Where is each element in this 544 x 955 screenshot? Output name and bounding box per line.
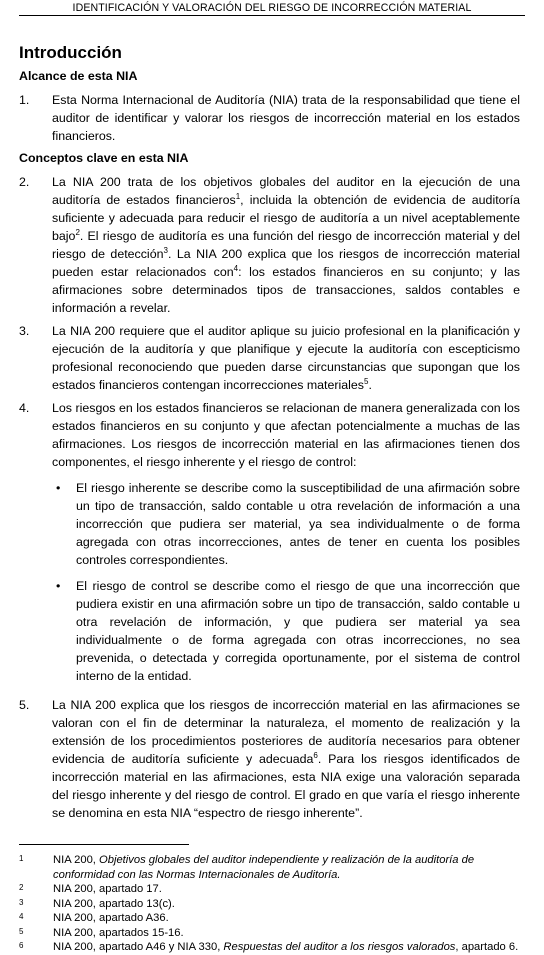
footnote-text — [53, 897, 520, 912]
footnote — [19, 926, 520, 941]
footnote-number: 3 — [19, 897, 24, 907]
section-title: Introducción — [19, 43, 122, 62]
footnote-ref[interactable]: 2 — [75, 227, 80, 237]
text-run: . Para los riesgos identificados de incorrección material en las afirmaciones, esta NIA exige una valoración separada del riesgo inherente y del riesgo de control. El grado en que varía el riesgo inherente se denomina en esta NIA “espectro de riesgo inherente”. — [52, 752, 520, 820]
subheading-key-concepts: Conceptos clave en esta NIA — [19, 151, 189, 165]
text-run: , apartado 6. — [455, 941, 519, 953]
footnote-text — [53, 911, 520, 926]
footnote-number: 5 — [19, 926, 24, 936]
footnote-number: 6 — [19, 941, 24, 950]
paragraph-3 — [19, 322, 520, 394]
text-run: La NIA 200 explica que los riesgos de incorrección material en las afirmaciones se valoran con el fin de determinar la naturaleza, el momento de realización y la extensión de los procedimientos posteriores de auditoría necesarios para obtener evidencia de auditoría suficiente y adecuada — [52, 698, 520, 766]
bullet-mark: • — [56, 579, 61, 593]
bullet-item — [52, 479, 520, 569]
bullet-item — [52, 577, 520, 685]
text-run: La NIA 200 trata de los objetivos globales del auditor en la ejecución de una auditoría de estados financieros — [52, 175, 520, 207]
text-run: . El riesgo de auditoría es una función del riesgo de incorrección material y del riesgo de detección — [52, 229, 520, 261]
text-run: NIA 200, apartado A36. — [53, 912, 169, 924]
text-run: NIA 200, apartado 17. — [53, 883, 162, 895]
paragraph-number: 5. — [19, 698, 30, 712]
bullet-text: El riesgo de control se describe como el riesgo de que una incorrección que pudiera existir en una afirmación sobre un tipo de transacción, saldo contable u otra revelación de información, y que pudiera ser material ya sea individualmente o de forma agregada con otras incorrecciones, no sea prevenida, o detectada y corregida oportunamente, por el sistema de control interno de la entidad. — [76, 579, 520, 683]
footnote-number: 1 — [19, 854, 24, 863]
paragraph-text — [52, 696, 520, 822]
footnote — [19, 897, 520, 912]
paragraph-5 — [19, 696, 520, 822]
subheading-scope: Alcance de esta NIA — [19, 69, 138, 83]
footnote — [19, 882, 520, 897]
paragraph-number: 4. — [19, 401, 30, 415]
text-run: : los estados financieros en su conjunto; y las afirmaciones sobre determinados tipos de transacciones, saldos contables e información a revelar. — [52, 265, 520, 315]
footnote-text — [53, 926, 520, 941]
footnote-ref[interactable]: 5 — [364, 376, 369, 386]
running-header: IDENTIFICACIÓN Y VALORACIÓN DEL RIESGO DE INCORRECCIÓN MATERIAL — [19, 0, 525, 16]
text-run: . La NIA 200 explica que los riesgos de incorrección material pueden estar relacionados con — [52, 247, 520, 279]
text-run: . — [368, 378, 372, 392]
paragraph-text: Los riesgos en los estados financieros se relacionan de manera generalizada con los estados financieros en su conjunto y que afectan potencialmente a muchas de las afirmaciones. Los riesgos de incorrección material en las afirmaciones tienen dos componentes, el riesgo inherente y el riesgo de control: — [52, 401, 520, 469]
footnote — [19, 911, 520, 926]
paragraph-number: 2. — [19, 175, 30, 189]
footnote-number: 4 — [19, 912, 24, 921]
footnote-ref[interactable]: 4 — [233, 263, 239, 273]
footnote-text — [53, 940, 520, 955]
footnote-ref[interactable]: 6 — [313, 750, 318, 760]
footnotes — [19, 853, 520, 955]
paragraph-4 — [19, 399, 520, 691]
paragraph-body — [52, 399, 520, 691]
text-run: NIA 200, apartado 13(c). — [53, 897, 175, 910]
text-run-italic: Respuestas del auditor a los riesgos valorados — [223, 941, 456, 953]
text-run: NIA 200, — [53, 854, 100, 866]
text-run: , incluida la obtención de evidencia de auditoría suficiente y adecuada para reducir el riesgo de auditoría a un nivel aceptablemente bajo — [52, 193, 520, 243]
footnote-ref[interactable]: 1 — [235, 191, 241, 201]
paragraph-text: Esta Norma Internacional de Auditoría (NIA) trata de la responsabilidad que tiene el auditor de identificar y valorar los riesgos de incorrección material en los estados financieros. — [52, 93, 520, 143]
footnote-text — [53, 882, 520, 897]
footnote-number: 2 — [19, 883, 24, 892]
footnote-divider — [19, 844, 189, 845]
paragraph-number: 1. — [19, 93, 30, 107]
text-run: NIA 200, apartados 15-16. — [53, 926, 184, 939]
paragraph-1 — [19, 91, 520, 145]
footnote — [19, 940, 520, 955]
bullet-mark: • — [56, 481, 61, 495]
paragraph-text — [52, 322, 520, 394]
text-run: NIA 200, apartado A46 y NIA 330, — [53, 941, 224, 953]
footnote-ref[interactable]: 3 — [163, 245, 168, 255]
paragraph-text — [52, 173, 520, 317]
paragraph-2 — [19, 173, 520, 317]
paragraph-number: 3. — [19, 324, 30, 338]
text-run-italic: Objetivos globales del auditor independiente y realización de la auditoría de conformidad con las Normas Internacionales de Auditoría. — [53, 854, 475, 881]
bullet-text: El riesgo inherente se describe como la susceptibilidad de una afirmación sobre un tipo de transacción, saldo contable u otra revelación de información a una incorrección que pudiera ser material, ya sea individualmente o de forma agregada con otras incorrecciones, antes de tener en cuenta los posibles controles correspondientes. — [76, 481, 520, 567]
text-run: La NIA 200 requiere que el auditor aplique su juicio profesional en la planificación y ejecución de la auditoría y que planifique y ejecute la auditoría con escepticismo profesional reconociendo que pueden darse circunstancias que supongan que los estados financieros contengan incorrecciones materiales — [52, 324, 520, 392]
